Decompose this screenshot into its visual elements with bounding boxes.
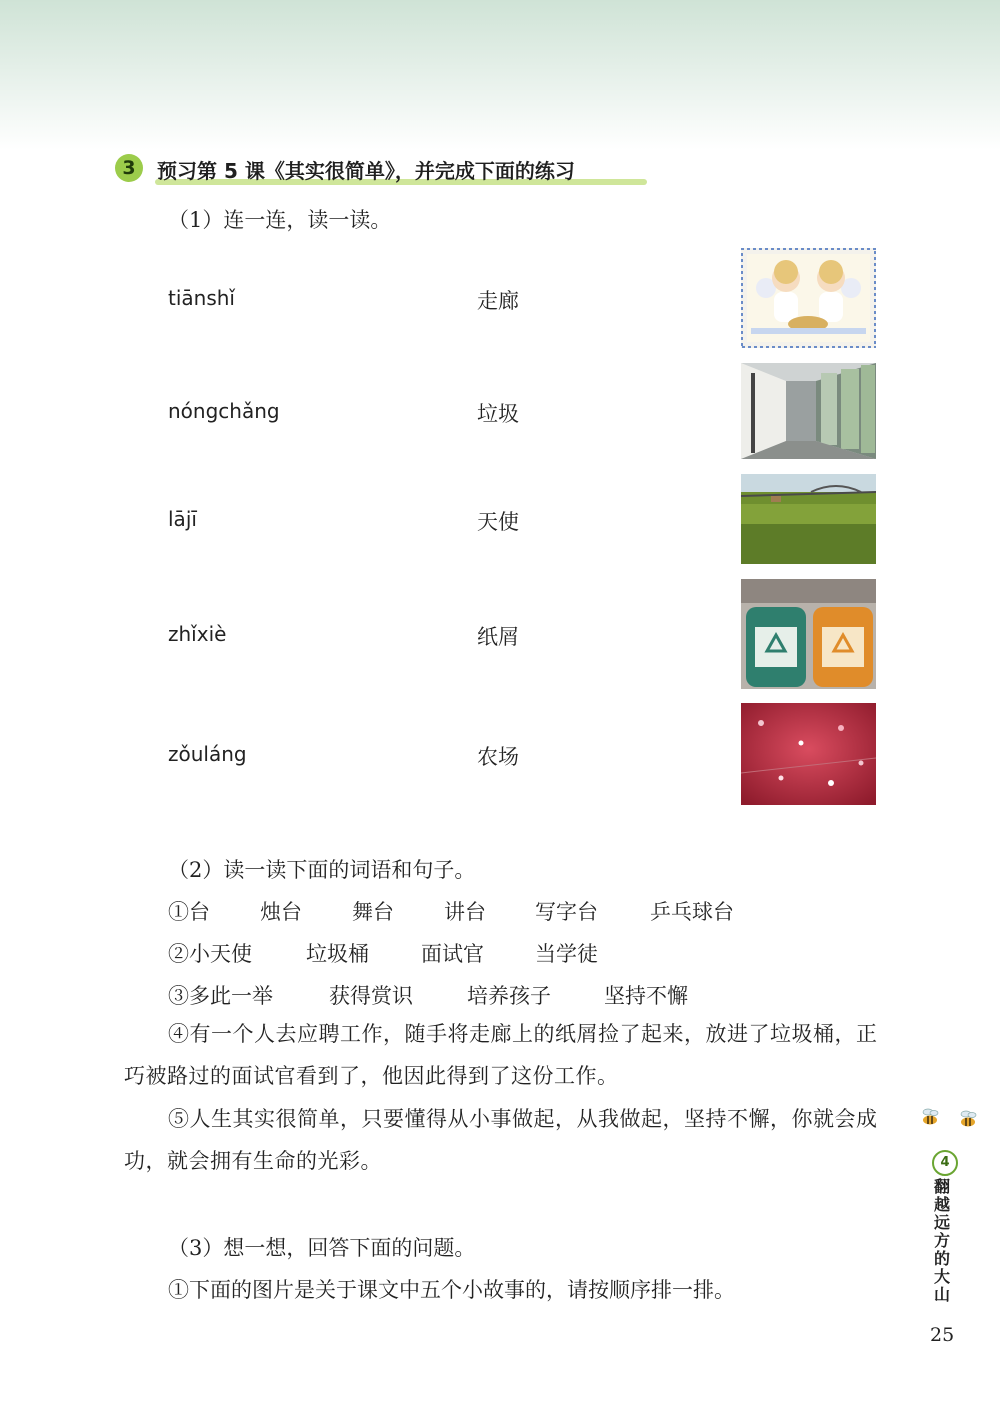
page-number: 25 [930, 1324, 955, 1346]
pinyin-item: zǒuláng [168, 742, 247, 766]
word: 烛台 [260, 900, 302, 924]
corridor-photo [741, 363, 876, 459]
section-header [115, 152, 645, 188]
sentence-4: ④有一个人去应聘工作，随手将走廊上的纸屑捡了起来，放进了垃圾桶，正巧被路过的面试官看到了，他因此得到了这份工作。 [124, 1022, 878, 1088]
word: 乒乓球台 [650, 900, 734, 924]
word: ③多此一举 [168, 984, 273, 1008]
sentence-5: ⑤人生其实很简单，只要懂得从小事做起，从我做起，坚持不懈，你就会成功，就会拥有生命的光彩。 [124, 1107, 878, 1173]
part3-question-1: ①下面的图片是关于课文中五个小故事的，请按顺序排一排。 [168, 1278, 735, 1302]
word: 当学徒 [535, 942, 598, 966]
word: 舞台 [352, 900, 394, 924]
section-number-badge: 3 [115, 154, 143, 182]
word-item: 天使 [477, 510, 519, 534]
pinyin-item: tiānshǐ [168, 286, 235, 310]
recycling-bins-photo [741, 579, 876, 689]
header-band [0, 0, 1000, 150]
word: 面试官 [421, 942, 484, 966]
word: 写字台 [535, 900, 598, 924]
word-item: 农场 [477, 745, 519, 769]
section-title: 预习第 5 课《其实很简单》，并完成下面的练习 [157, 159, 575, 183]
word: ②小天使 [168, 942, 252, 966]
pinyin-item: lājī [168, 507, 197, 531]
word-item: 走廊 [477, 289, 519, 313]
farm-photo [741, 474, 876, 564]
part3-heading: （3）想一想，回答下面的问题。 [168, 1236, 476, 1260]
bee-icon [916, 1104, 986, 1136]
word: ①台 [168, 900, 210, 924]
chapter-title: 翻越远方的大山 [934, 1177, 951, 1304]
pinyin-item: zhǐxiè [168, 622, 227, 646]
chapter-number-badge: 4 [932, 1150, 958, 1176]
word: 垃圾桶 [306, 942, 369, 966]
word-item: 垃圾 [477, 402, 519, 426]
word: 培养孩子 [467, 984, 551, 1008]
part2-heading: （2）读一读下面的词语和句子。 [168, 858, 476, 882]
confetti-photo [741, 703, 876, 805]
angels-photo [741, 248, 876, 348]
word: 坚持不懈 [604, 984, 688, 1008]
pinyin-item: nóngchǎng [168, 399, 280, 423]
word-item: 纸屑 [477, 625, 519, 649]
word: 获得赏识 [329, 984, 413, 1008]
word: 讲台 [444, 900, 486, 924]
part1-heading: （1）连一连，读一读。 [168, 208, 392, 232]
